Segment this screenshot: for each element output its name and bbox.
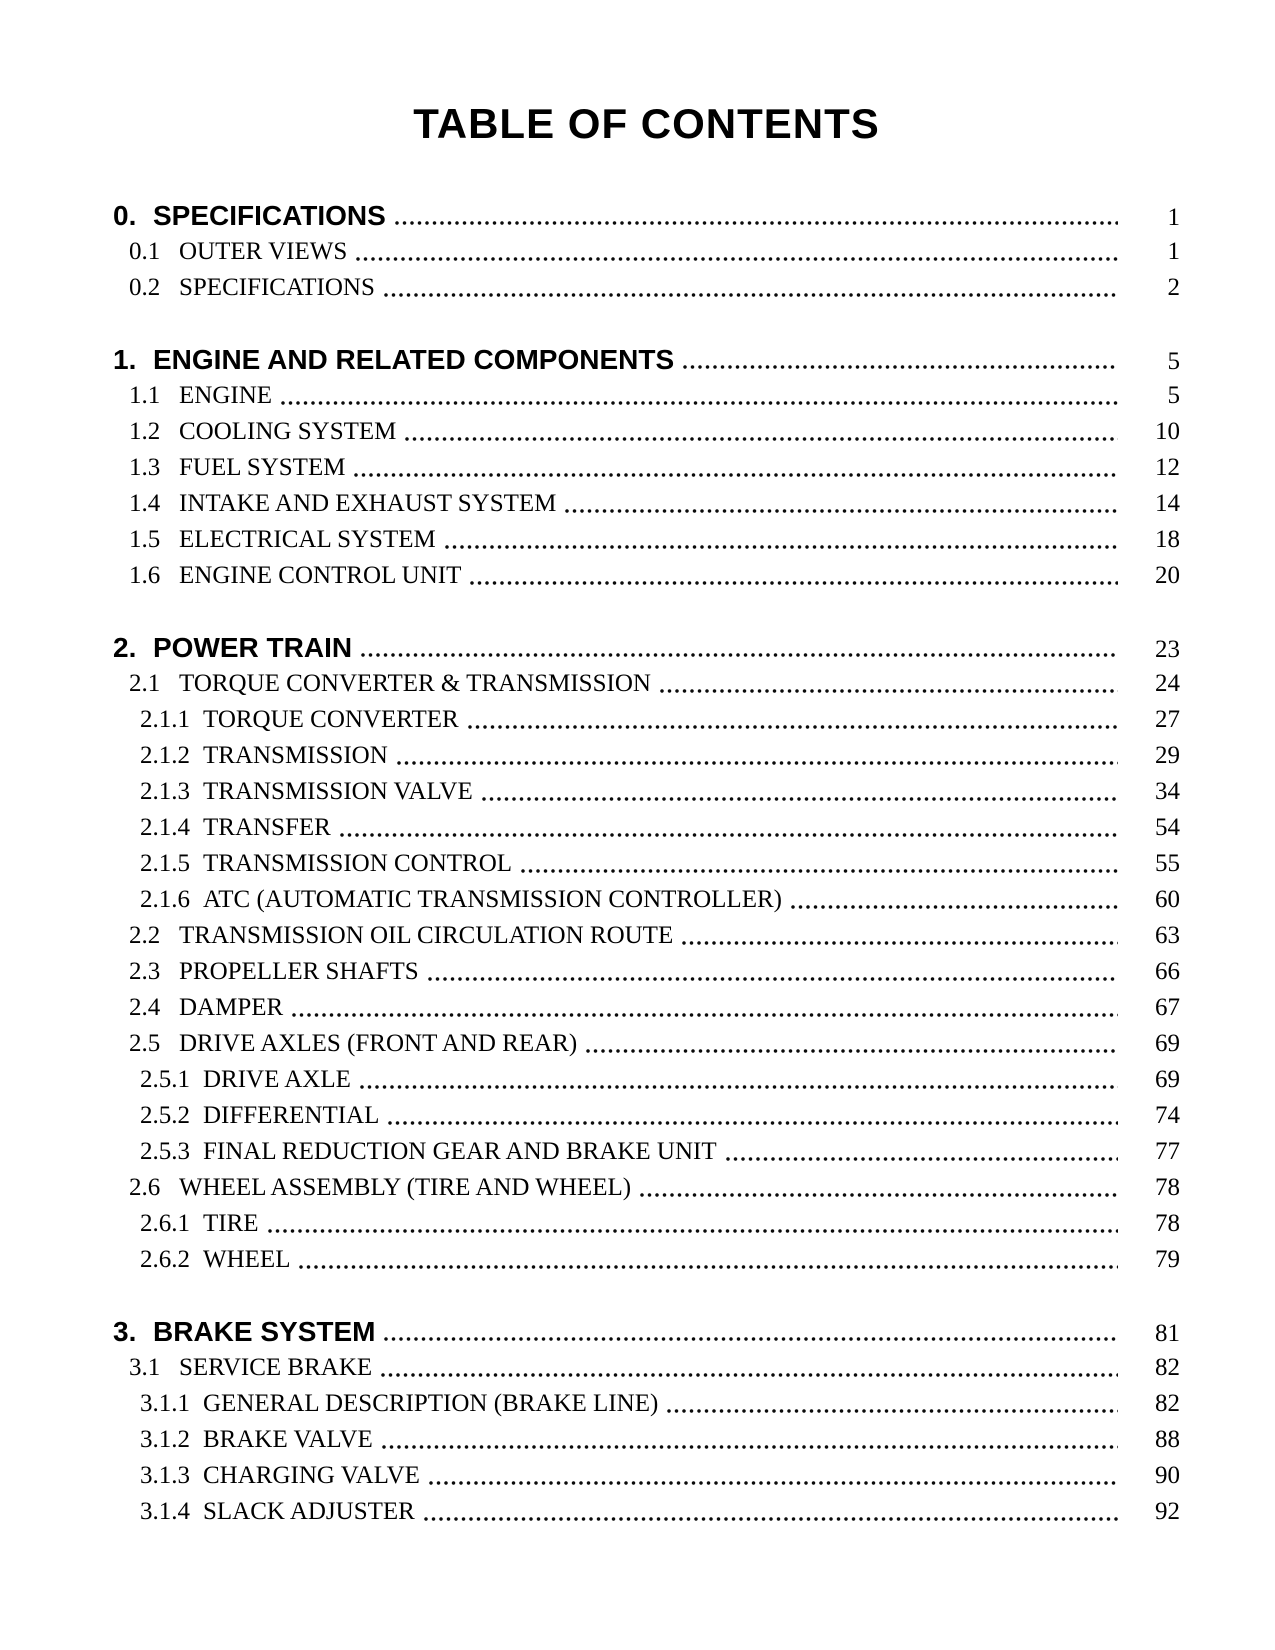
entry-page-number: 23	[1155, 636, 1180, 663]
toc-entry-row	[113, 1026, 1180, 1062]
toc-entry-row	[113, 666, 1180, 702]
dot-leader	[383, 1336, 1118, 1342]
entry-page-number: 18	[1155, 526, 1180, 553]
entry-label: TRANSFER	[203, 814, 331, 841]
entry-page-number: 29	[1155, 742, 1180, 769]
entry-number: 2.	[113, 632, 137, 663]
dot-leader	[360, 652, 1118, 658]
dot-leader	[355, 256, 1118, 262]
entry-number: 3.	[113, 1316, 137, 1347]
entry-number: 2.5.1	[140, 1066, 190, 1093]
entry-label: INTAKE AND EXHAUST SYSTEM	[179, 490, 557, 517]
entry-page-number: 24	[1155, 670, 1180, 697]
entry-label: CHARGING VALVE	[203, 1462, 420, 1489]
dot-leader	[353, 472, 1118, 478]
entry-number: 3.1.3	[140, 1462, 190, 1489]
dot-leader	[291, 1012, 1118, 1018]
entry-number: 3.1	[129, 1354, 161, 1381]
toc-entry-row	[113, 234, 1180, 270]
entry-label: SERVICE BRAKE	[179, 1354, 373, 1381]
entry-label: ELECTRICAL SYSTEM	[179, 526, 436, 553]
entry-label: SPECIFICATIONS	[153, 200, 386, 231]
entry-number: 1.6	[129, 562, 161, 589]
dot-leader	[387, 1120, 1118, 1126]
dot-leader	[383, 292, 1118, 298]
entry-page-number: 20	[1155, 562, 1180, 589]
entry-label: SPECIFICATIONS	[179, 274, 375, 301]
entry-number: 2.5	[129, 1030, 161, 1057]
entry-page-number: 82	[1155, 1390, 1180, 1417]
dot-leader	[381, 1444, 1118, 1450]
entry-page-number: 78	[1155, 1210, 1180, 1237]
dot-leader	[298, 1264, 1118, 1270]
entry-page-number: 81	[1155, 1320, 1180, 1347]
entry-page-number: 63	[1155, 922, 1180, 949]
entry-page-number: 66	[1155, 958, 1180, 985]
entry-label: FUEL SYSTEM	[179, 454, 346, 481]
entry-number: 2.1.4	[140, 814, 190, 841]
dot-leader	[659, 688, 1118, 694]
entry-number: 2.1.1	[140, 706, 190, 733]
entry-number: 2.3	[129, 958, 161, 985]
dot-leader	[467, 724, 1118, 730]
entry-number: 2.5.3	[140, 1138, 190, 1165]
dot-leader	[423, 1516, 1118, 1522]
entry-label: DRIVE AXLE	[203, 1066, 351, 1093]
toc-list	[113, 198, 1180, 1530]
entry-page-number: 92	[1155, 1498, 1180, 1525]
dot-leader	[520, 868, 1118, 874]
entry-number: 1.3	[129, 454, 161, 481]
entry-page-number: 12	[1155, 454, 1180, 481]
toc-entry-row	[113, 558, 1180, 594]
entry-label: TORQUE CONVERTER	[203, 706, 459, 733]
dot-leader	[681, 940, 1118, 946]
entry-label: TRANSMISSION CONTROL	[203, 850, 513, 877]
entry-number: 2.6.2	[140, 1246, 190, 1273]
toc-entry-row	[113, 846, 1180, 882]
entry-label: BRAKE SYSTEM	[153, 1316, 376, 1347]
page-title: TABLE OF CONTENTS	[413, 100, 880, 147]
entry-number: 2.6	[129, 1174, 161, 1201]
entry-label: WHEEL ASSEMBLY (TIRE AND WHEEL)	[179, 1174, 632, 1201]
toc-entry-row	[113, 1494, 1180, 1530]
entry-label: TIRE	[203, 1210, 259, 1237]
entry-page-number: 2	[1167, 274, 1180, 301]
entry-page-number: 74	[1155, 1102, 1180, 1129]
toc-entry-row	[113, 774, 1180, 810]
entry-label: ENGINE	[179, 382, 273, 409]
dot-leader	[585, 1048, 1118, 1054]
entry-number: 0.1	[129, 238, 161, 265]
toc-entry-row	[113, 1062, 1180, 1098]
entry-page-number: 5	[1167, 382, 1180, 409]
entry-number: 1.1	[129, 382, 161, 409]
toc-section-row	[113, 342, 1180, 378]
entry-number: 0.	[113, 200, 137, 231]
toc-entry-row	[113, 450, 1180, 486]
dot-leader	[444, 544, 1118, 550]
entry-page-number: 69	[1155, 1030, 1180, 1057]
entry-number: 2.2	[129, 922, 161, 949]
toc-entry-row	[113, 522, 1180, 558]
toc-entry-row	[113, 1170, 1180, 1206]
dot-leader	[404, 436, 1118, 442]
dot-leader	[339, 832, 1118, 838]
entry-page-number: 90	[1155, 1462, 1180, 1489]
entry-page-number: 69	[1155, 1066, 1180, 1093]
toc-section-row	[113, 630, 1180, 666]
entry-label: POWER TRAIN	[153, 632, 353, 663]
entry-label: BRAKE VALVE	[203, 1426, 373, 1453]
entry-number: 2.6.1	[140, 1210, 190, 1237]
dot-leader	[790, 904, 1118, 910]
entry-number: 2.1	[129, 670, 161, 697]
entry-page-number: 54	[1155, 814, 1180, 841]
entry-label: ATC (AUTOMATIC TRANSMISSION CONTROLLER)	[203, 886, 782, 913]
toc-entry-row	[113, 1098, 1180, 1134]
entry-page-number: 88	[1155, 1426, 1180, 1453]
entry-label: DAMPER	[179, 994, 284, 1021]
entry-page-number: 34	[1155, 778, 1180, 805]
entry-page-number: 60	[1155, 886, 1180, 913]
entry-number: 3.1.4	[140, 1498, 190, 1525]
entry-number: 1.4	[129, 490, 161, 517]
dot-leader	[427, 976, 1118, 982]
entry-label: TORQUE CONVERTER & TRANSMISSION	[179, 670, 651, 697]
toc-entry-row	[113, 1458, 1180, 1494]
entry-number: 2.1.5	[140, 850, 190, 877]
toc-entry-row	[113, 270, 1180, 306]
dot-leader	[564, 508, 1118, 514]
entry-page-number: 55	[1155, 850, 1180, 877]
toc-section-row	[113, 1314, 1180, 1350]
entry-label: DRIVE AXLES (FRONT AND REAR)	[179, 1030, 578, 1057]
entry-number: 1.2	[129, 418, 161, 445]
toc-entry-row	[113, 918, 1180, 954]
entry-page-number: 79	[1155, 1246, 1180, 1273]
dot-leader	[396, 760, 1118, 766]
entry-page-number: 14	[1155, 490, 1180, 517]
toc-section-row	[113, 198, 1180, 234]
entry-label: TRANSMISSION OIL CIRCULATION ROUTE	[179, 922, 674, 949]
dot-leader	[380, 1372, 1118, 1378]
entry-page-number: 78	[1155, 1174, 1180, 1201]
entry-page-number: 1	[1167, 238, 1180, 265]
toc-entry-row	[113, 1206, 1180, 1242]
entry-label: GENERAL DESCRIPTION (BRAKE LINE)	[203, 1390, 659, 1417]
toc-entry-row	[113, 1350, 1180, 1386]
entry-label: ENGINE CONTROL UNIT	[179, 562, 462, 589]
entry-number: 2.1.3	[140, 778, 190, 805]
dot-leader	[481, 796, 1118, 802]
toc-entry-row	[113, 414, 1180, 450]
dot-leader	[394, 220, 1118, 226]
dot-leader	[682, 364, 1118, 370]
toc-entry-row	[113, 882, 1180, 918]
entry-page-number: 67	[1155, 994, 1180, 1021]
toc-entry-row	[113, 990, 1180, 1026]
entry-label: FINAL REDUCTION GEAR AND BRAKE UNIT	[203, 1138, 717, 1165]
entry-page-number: 27	[1155, 706, 1180, 733]
dot-leader	[469, 580, 1118, 586]
dot-leader	[639, 1192, 1118, 1198]
entry-page-number: 82	[1155, 1354, 1180, 1381]
entry-label: PROPELLER SHAFTS	[179, 958, 419, 985]
entry-page-number: 1	[1167, 204, 1180, 231]
entry-number: 3.1.2	[140, 1426, 190, 1453]
toc-entry-row	[113, 1242, 1180, 1278]
entry-number: 2.5.2	[140, 1102, 190, 1129]
entry-number: 2.1.2	[140, 742, 190, 769]
dot-leader	[666, 1408, 1118, 1414]
dot-leader	[280, 400, 1118, 406]
toc-entry-row	[113, 702, 1180, 738]
dot-leader	[725, 1156, 1118, 1162]
entry-number: 1.5	[129, 526, 161, 553]
dot-leader	[428, 1480, 1118, 1486]
entry-label: ENGINE AND RELATED COMPONENTS	[153, 344, 675, 375]
toc-entry-row	[113, 1386, 1180, 1422]
entry-number: 2.1.6	[140, 886, 190, 913]
toc-entry-row	[113, 954, 1180, 990]
entry-number: 3.1.1	[140, 1390, 190, 1417]
toc-entry-row	[113, 1422, 1180, 1458]
dot-leader	[359, 1084, 1118, 1090]
toc-entry-row	[113, 378, 1180, 414]
entry-label: DIFFERENTIAL	[203, 1102, 380, 1129]
entry-label: OUTER VIEWS	[179, 238, 348, 265]
toc-entry-row	[113, 1134, 1180, 1170]
entry-number: 2.4	[129, 994, 161, 1021]
toc-entry-row	[113, 486, 1180, 522]
entry-page-number: 77	[1155, 1138, 1180, 1165]
entry-number: 1.	[113, 344, 137, 375]
entry-label: TRANSMISSION VALVE	[203, 778, 473, 805]
dot-leader	[267, 1228, 1118, 1234]
entry-label: WHEEL	[203, 1246, 291, 1273]
entry-page-number: 5	[1167, 348, 1180, 375]
entry-label: COOLING SYSTEM	[179, 418, 397, 445]
entry-page-number: 10	[1155, 418, 1180, 445]
toc-entry-row	[113, 810, 1180, 846]
entry-label: SLACK ADJUSTER	[203, 1498, 415, 1525]
entry-label: TRANSMISSION	[203, 742, 388, 769]
entry-number: 0.2	[129, 274, 161, 301]
toc-entry-row	[113, 738, 1180, 774]
